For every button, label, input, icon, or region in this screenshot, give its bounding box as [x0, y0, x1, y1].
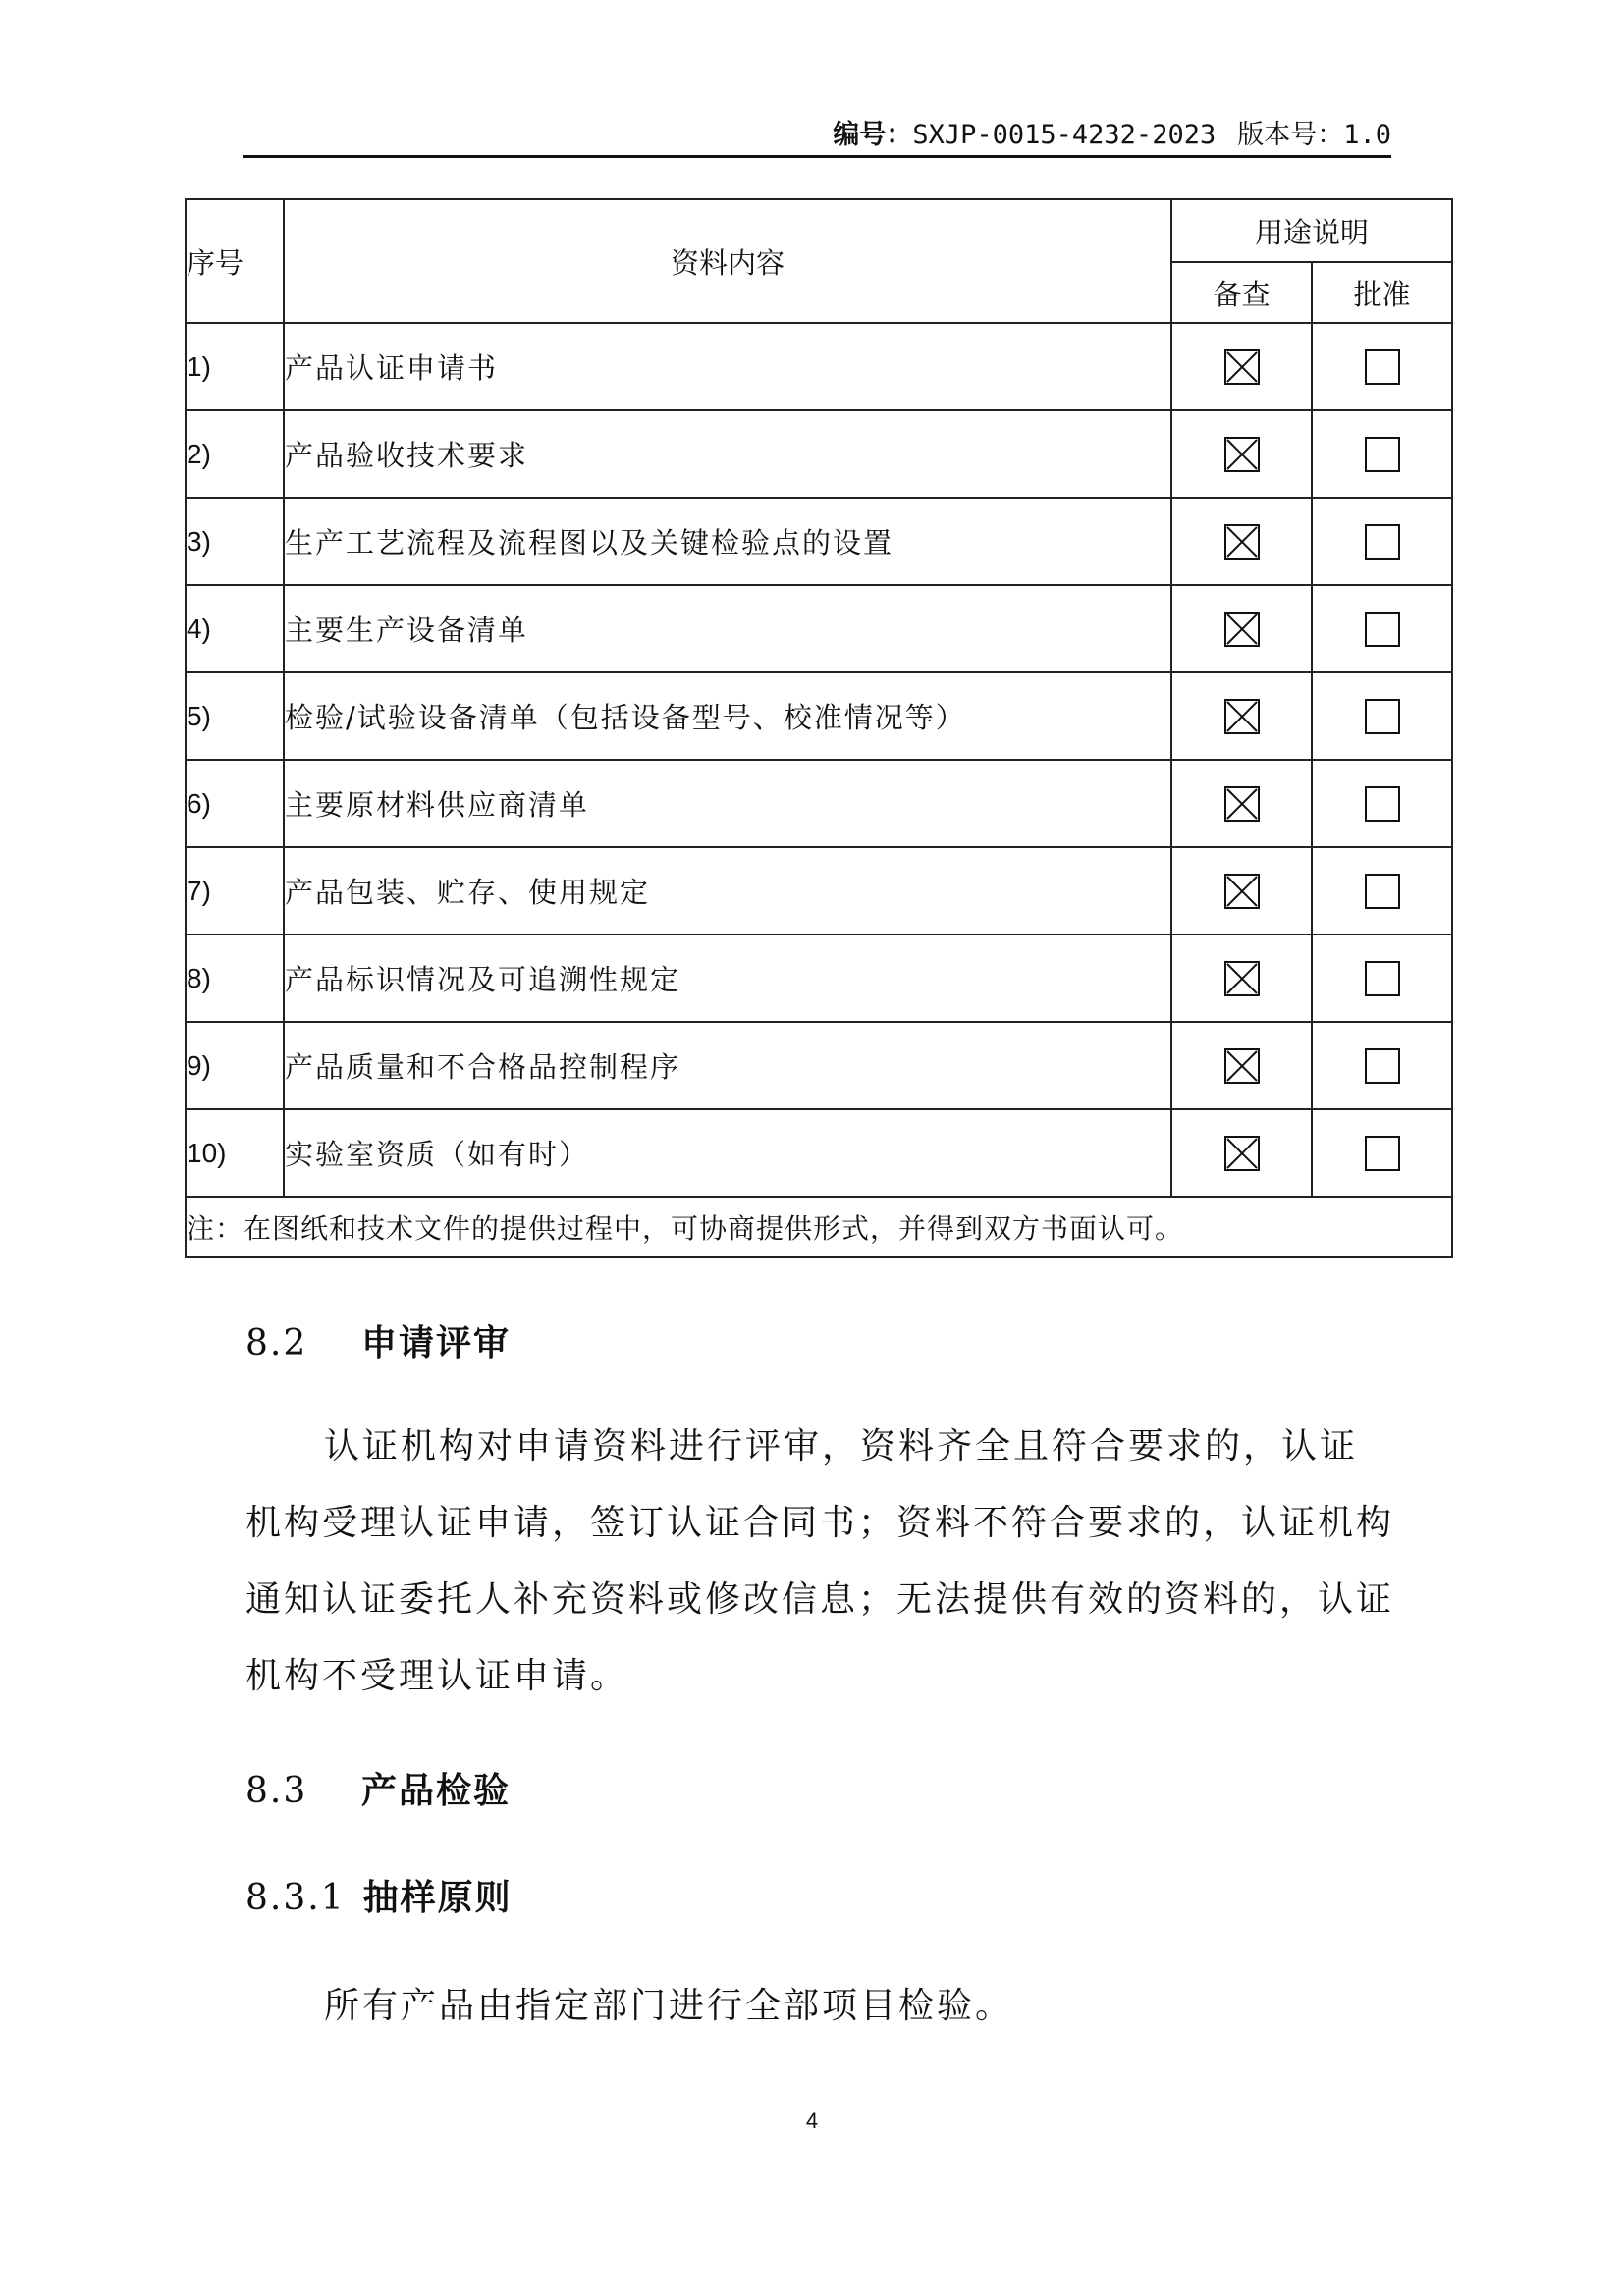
- version-value: 1.0: [1343, 120, 1391, 150]
- col-header-approve: 批准: [1312, 262, 1452, 323]
- row-number: 1): [186, 323, 284, 410]
- documents-table: [185, 198, 1453, 1258]
- table-note: 注：在图纸和技术文件的提供过程中，可协商提供形式，并得到双方书面认可。: [186, 1197, 1452, 1257]
- table-row: [186, 847, 1452, 934]
- approve-checkbox[interactable]: [1365, 612, 1400, 647]
- section-8-3-1-heading: [245, 1870, 513, 1920]
- record-checkbox[interactable]: [1224, 437, 1260, 472]
- doc-code-value: SXJP-0015-4232-2023: [912, 120, 1217, 150]
- row-number: 10): [186, 1109, 284, 1197]
- record-checkbox[interactable]: [1224, 349, 1260, 385]
- row-number: 3): [186, 498, 284, 585]
- record-checkbox[interactable]: [1224, 961, 1260, 996]
- version-label: 版本号：: [1237, 120, 1344, 150]
- section-8-3-heading: [245, 1763, 511, 1813]
- row-content: 实验室资质（如有时）: [284, 1109, 1171, 1197]
- section-8-3-1-body: [245, 1968, 1394, 2045]
- table-row: [186, 323, 1452, 410]
- approve-checkbox[interactable]: [1365, 961, 1400, 996]
- table-row: [186, 934, 1452, 1022]
- page-number: 4: [805, 2109, 819, 2133]
- row-content: 主要原材料供应商清单: [284, 760, 1171, 847]
- row-content: 检验/试验设备清单（包括设备型号、校准情况等）: [284, 672, 1171, 760]
- record-checkbox[interactable]: [1224, 612, 1260, 647]
- table-row: [186, 760, 1452, 847]
- section-number: 8.2: [245, 1323, 308, 1363]
- record-checkbox[interactable]: [1224, 699, 1260, 734]
- row-number: 4): [186, 585, 284, 672]
- col-header-use: 用途说明: [1171, 199, 1452, 262]
- row-content: 产品认证申请书: [284, 323, 1171, 410]
- approve-checkbox[interactable]: [1365, 786, 1400, 822]
- doc-code-label: 编号：: [833, 120, 913, 150]
- record-checkbox[interactable]: [1224, 874, 1260, 909]
- col-header-no: 序号: [186, 199, 284, 323]
- record-checkbox[interactable]: [1224, 786, 1260, 822]
- table-row: [186, 585, 1452, 672]
- table-row: [186, 672, 1452, 760]
- approve-checkbox[interactable]: [1365, 437, 1400, 472]
- row-content: 主要生产设备清单: [284, 585, 1171, 672]
- section-8-2-heading: [245, 1315, 511, 1365]
- section-8-2-body: [245, 1409, 1394, 1715]
- section-title: 申请评审: [361, 1323, 512, 1363]
- table-row: [186, 1109, 1452, 1197]
- approve-checkbox[interactable]: [1365, 699, 1400, 734]
- record-checkbox[interactable]: [1224, 524, 1260, 560]
- section-number: 8.3: [245, 1771, 308, 1811]
- approve-checkbox[interactable]: [1365, 524, 1400, 560]
- table-row: [186, 410, 1452, 498]
- approve-checkbox[interactable]: [1365, 874, 1400, 909]
- row-content: 产品验收技术要求: [284, 410, 1171, 498]
- approve-checkbox[interactable]: [1365, 1136, 1400, 1171]
- approve-checkbox[interactable]: [1365, 1048, 1400, 1084]
- section-number: 8.3.1: [245, 1878, 346, 1918]
- section-title: 产品检验: [361, 1771, 512, 1811]
- row-content: 生产工艺流程及流程图以及关键检验点的设置: [284, 498, 1171, 585]
- table-row: [186, 1022, 1452, 1109]
- row-content: 产品质量和不合格品控制程序: [284, 1022, 1171, 1109]
- page-header: [243, 116, 1391, 158]
- record-checkbox[interactable]: [1224, 1048, 1260, 1084]
- row-number: 9): [186, 1022, 284, 1109]
- col-header-content: 资料内容: [284, 199, 1171, 323]
- row-content: 产品标识情况及可追溯性规定: [284, 934, 1171, 1022]
- approve-checkbox[interactable]: [1365, 349, 1400, 385]
- table-row: [186, 498, 1452, 585]
- row-number: 8): [186, 934, 284, 1022]
- paragraph: 所有产品由指定部门进行全部项目检验。: [324, 1986, 1014, 2026]
- section-title: 抽样原则: [362, 1878, 513, 1918]
- row-number: 2): [186, 410, 284, 498]
- paragraph: 认证机构对申请资料进行评审，资料齐全且符合要求的，认证机构受理认证申请，签订认证合同书；资料不符合要求的，认证机构通知认证委托人补充资料或修改信息；无法提供有效的资料的，认证机构不受理认证申请。: [245, 1426, 1395, 1696]
- row-content: 产品包装、贮存、使用规定: [284, 847, 1171, 934]
- row-number: 7): [186, 847, 284, 934]
- record-checkbox[interactable]: [1224, 1136, 1260, 1171]
- row-number: 6): [186, 760, 284, 847]
- col-header-record: 备查: [1171, 262, 1312, 323]
- row-number: 5): [186, 672, 284, 760]
